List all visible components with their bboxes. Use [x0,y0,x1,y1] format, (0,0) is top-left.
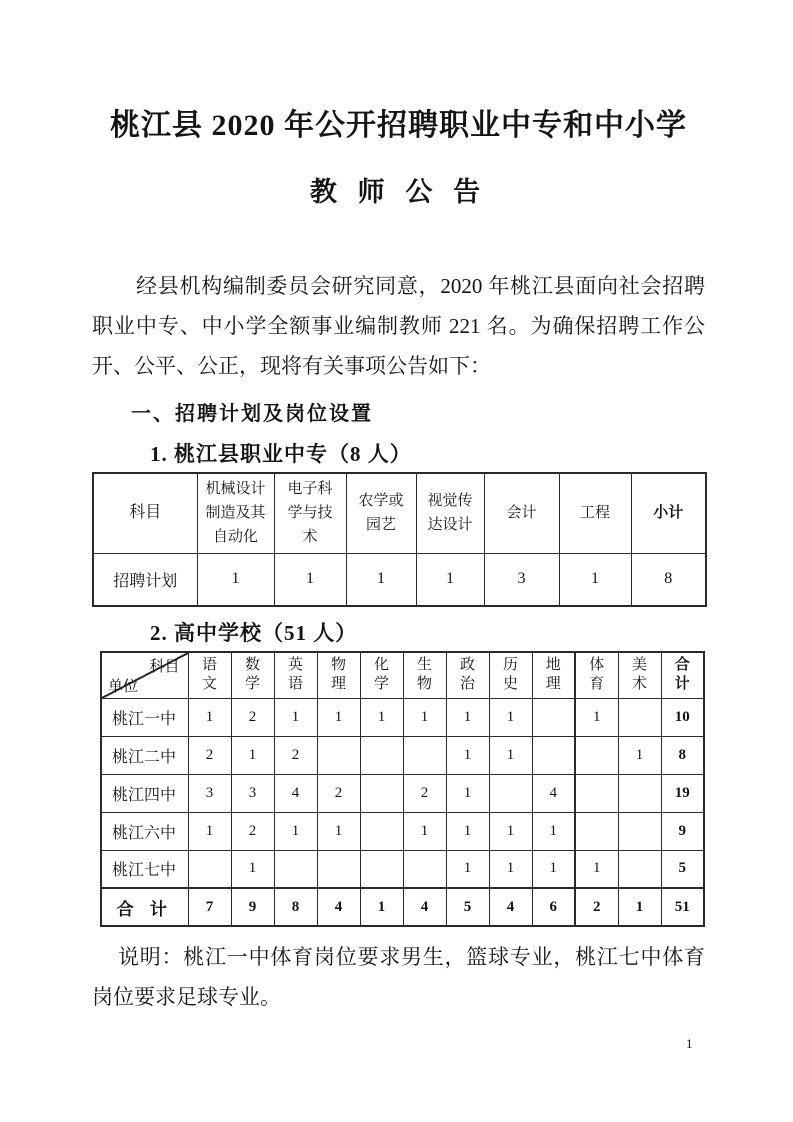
table2-header-total [661,652,704,698]
intro-paragraph: 经县机构编制委员会研究同意，2020 年桃江县面向社会招聘职业中专、中小学全额事业编制教师 221 名。为确保招聘工作公开、公平、公正，现将有关事项公告如下： [92,274,705,378]
page-title: 桃江县 2020 年公开招聘职业中专和中小学 [110,109,687,142]
cell [403,736,446,774]
row-total-cell: 19 [661,774,704,812]
row-total-cell: 9 [661,812,704,850]
table2-header-english [274,652,317,698]
column-total-cell: 2 [575,888,618,926]
cell: 4 [532,774,575,812]
cell [317,850,360,888]
column-header-label: 生物 [416,657,432,693]
table2-header-politics [446,652,489,698]
column-header-label: 语文 [201,657,217,693]
table1-cell: 1 [274,553,346,606]
cell [618,812,661,850]
cell [403,850,446,888]
cell: 2 [403,774,446,812]
table1-header-accounting: 会计 [484,473,559,553]
column-header-label: 政治 [459,657,475,693]
cell: 1 [317,812,360,850]
row-total-cell: 5 [661,850,704,888]
cell: 3 [188,774,231,812]
cell: 4 [274,774,317,812]
school-name: 桃江一中 [101,698,188,736]
subsection-2-heading: 2. 高中学校（51 人） [150,621,358,645]
cell: 1 [188,812,231,850]
table2-header-row [101,652,704,698]
cell: 1 [446,774,489,812]
row-total-cell: 8 [661,736,704,774]
column-header-label: 美术 [631,657,647,693]
cell: 1 [231,850,274,888]
cell: 2 [274,736,317,774]
column-total-cell: 4 [317,888,360,926]
cell [360,850,403,888]
cell: 1 [489,736,532,774]
cell: 2 [188,736,231,774]
table2-header-chinese [188,652,231,698]
cell: 1 [274,812,317,850]
grand-total-cell: 51 [661,888,704,926]
cell: 2 [231,698,274,736]
school-name: 桃江七中 [101,850,188,888]
corner-subject-label: 科目 [149,659,180,675]
school-name: 桃江六中 [101,812,188,850]
cell: 1 [231,736,274,774]
column-header-label: 数学 [244,657,260,693]
corner-header-cell [101,652,188,698]
corner-unit-label: 单位 [108,678,139,695]
column-header-label: 合计 [674,657,690,693]
table1-plan-row [93,553,706,606]
column-total-cell: 5 [446,888,489,926]
table1-cell: 1 [559,553,631,606]
column-total-cell: 9 [231,888,274,926]
table1-cell-subtotal: 8 [631,553,706,606]
cell [317,736,360,774]
vocational-school-table [92,472,707,607]
page-title-line2: 教 师 公 告 [309,177,488,207]
cell: 2 [317,774,360,812]
table1-header-agronomy: 农学或园艺 [346,473,416,553]
cell [489,774,532,812]
table1-cell: 1 [197,553,274,606]
column-total-cell: 4 [489,888,532,926]
note-paragraph: 说明：桃江一中体育岗位要求男生，篮球专业，桃江七中体育岗位要求足球专业。 [92,945,705,1009]
cell: 1 [532,850,575,888]
cell: 1 [489,812,532,850]
cell: 1 [446,698,489,736]
table1-row-label: 招聘计划 [93,553,197,606]
cell: 1 [317,698,360,736]
cell: 1 [274,698,317,736]
column-total-cell: 1 [360,888,403,926]
row-total-cell: 10 [661,698,704,736]
table2-header-history [489,652,532,698]
table-row-school2 [101,736,704,774]
cell: 1 [618,736,661,774]
table-row-total [101,888,704,926]
table1-header-mechanical: 机械设计制造及其自动化 [197,473,274,553]
table1-header-engineering: 工程 [559,473,631,553]
school-name: 桃江二中 [101,736,188,774]
table1-cell: 1 [416,553,484,606]
cell: 1 [446,812,489,850]
cell [360,812,403,850]
column-total-cell: 8 [274,888,317,926]
table1-header-row [93,473,706,553]
cell [618,850,661,888]
school-name: 桃江四中 [101,774,188,812]
table1-header-visual-design: 视觉传达设计 [416,473,484,553]
table1-cell: 1 [346,553,416,606]
page-number: 1 [686,1036,693,1051]
table2-header-pe [575,652,618,698]
cell [360,736,403,774]
table2-header-art [618,652,661,698]
cell: 3 [231,774,274,812]
cell: 1 [188,698,231,736]
subsection-1-heading: 1. 桃江县职业中专（8 人） [150,442,412,466]
table-row-school1 [101,698,704,736]
cell [532,698,575,736]
cell: 1 [403,812,446,850]
cell [575,812,618,850]
cell: 1 [489,850,532,888]
cell: 1 [403,698,446,736]
total-row-label: 合 计 [101,888,188,926]
high-school-table [100,651,705,927]
column-total-cell: 6 [532,888,575,926]
column-total-cell: 1 [618,888,661,926]
cell: 2 [231,812,274,850]
cell: 1 [446,850,489,888]
column-header-label: 地理 [545,657,561,693]
table2-header-physics [317,652,360,698]
table-row-school5 [101,850,704,888]
cell: 1 [446,736,489,774]
cell [575,736,618,774]
cell: 1 [575,850,618,888]
table2-header-math [231,652,274,698]
column-header-label: 历史 [502,657,518,693]
table-row-school4 [101,812,704,850]
table1-header-subject: 科目 [93,473,197,553]
table-row-school3 [101,774,704,812]
cell [618,698,661,736]
table1-header-subtotal: 小计 [631,473,706,553]
cell [274,850,317,888]
table1-cell: 3 [484,553,559,606]
cell [360,774,403,812]
column-total-cell: 7 [188,888,231,926]
column-header-label: 英语 [287,657,303,693]
cell: 1 [532,812,575,850]
cell: 1 [575,698,618,736]
cell [618,774,661,812]
table2-header-geography [532,652,575,698]
cell [575,774,618,812]
cell [188,850,231,888]
table2-header-biology [403,652,446,698]
column-header-label: 体育 [589,657,605,693]
table1-header-electronics: 电子科学与技术 [274,473,346,553]
column-header-label: 物理 [330,657,346,693]
cell [532,736,575,774]
column-header-label: 化学 [373,657,389,693]
cell: 1 [489,698,532,736]
column-total-cell: 4 [403,888,446,926]
table2-header-chemistry [360,652,403,698]
section-heading: 一、招聘计划及岗位设置 [131,403,373,425]
cell: 1 [360,698,403,736]
